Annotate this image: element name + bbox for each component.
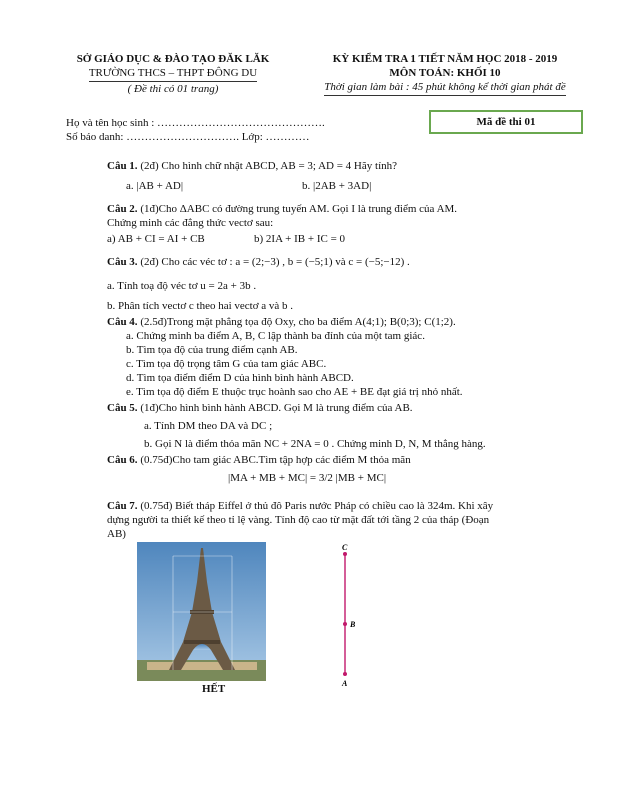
q4c-line: c. Tìm tọa độ trọng tâm G của tam giác ABC. xyxy=(126,358,327,370)
q1a-line: a. |AB + AD| xyxy=(126,180,184,192)
q6-line: Câu 6. (0.75đ)Cho tam giác ABC.Tìm tập hợp các điểm M thỏa mãn xyxy=(107,454,411,466)
q4a-line: a. Chứng minh ba điểm A, B, C lập thành ba đỉnh của một tam giác. xyxy=(126,330,425,342)
exam-code-box: Mã đề thi 01 xyxy=(429,110,583,134)
q2b-line: b) 2IA + IB + IC = 0 xyxy=(254,233,346,245)
q6-formula: |MA + MB + MC| = 3/2 |MB + MC| xyxy=(228,472,387,484)
q1b-line: b. |2AB + 3AD| xyxy=(302,180,372,192)
page-count-note: ( Đề thi có 01 trang) xyxy=(127,83,219,95)
eiffel-tower-photo xyxy=(137,542,266,681)
student-name-line: Họ và tên học sinh : ………………………………………. xyxy=(66,117,325,129)
q7-line3: AB) xyxy=(107,528,126,540)
exam-title: KỲ KIỂM TRA 1 TIẾT NĂM HỌC 2018 - 2019 xyxy=(332,53,558,65)
q3a-line: a. Tính toạ độ véc tơ u = 2a + 3b . xyxy=(107,280,257,292)
school-name: TRƯỜNG THCS – THPT ĐÔNG DU xyxy=(48,66,298,82)
q2-intro: Chứng minh các đẳng thức vectơ sau: xyxy=(107,217,274,229)
q4d-line: d. Tìm tọa điểm điểm D của hình bình hành ABCD. xyxy=(126,372,354,384)
q3b-line: b. Phân tích vectơ c theo hai vectơ a và b . xyxy=(107,300,294,312)
label-a: A xyxy=(342,679,348,688)
header-right xyxy=(300,52,590,96)
student-id-line: Số báo danh: …………………………. Lớp: ………… xyxy=(66,131,310,143)
golden-ratio-diagram xyxy=(330,540,370,690)
end-marker: HẾT xyxy=(202,683,226,695)
header-left xyxy=(48,52,298,96)
q5a-line: a. Tính DM theo DA và DC ; xyxy=(144,420,273,432)
q4-line: Câu 4. (2.5đ)Trong mặt phẳng tọa độ Oxy, cho ba điểm A(4;1); B(0;3); C(1;2). xyxy=(107,316,456,328)
label-c: C xyxy=(342,543,348,552)
q7-line2: dựng người ta thiết kế theo tỉ lệ vàng. Tính độ cao từ mặt đất tới tầng 2 của tháp (Đoạn xyxy=(107,514,490,526)
department-name: SỞ GIÁO DỤC & ĐÀO TẠO ĐĂK LĂK xyxy=(76,53,270,65)
q5b-line: b. Gọi N là điểm thỏa mãn NC + 2NA = 0 . Chứng minh D, N, M thẳng hàng. xyxy=(144,438,486,450)
q4e-line: e. Tìm tọa độ điểm E thuộc trục hoành sao cho AE + BE đạt giá trị nhỏ nhất. xyxy=(126,386,463,398)
q5-line: Câu 5. (1đ)Cho hình bình hành ABCD. Gọi M là trung điểm của AB. xyxy=(107,402,413,414)
time-note: Thời gian làm bài : 45 phút không kể thời gian phát đề xyxy=(300,80,590,96)
q2a-line: a) AB + CI = AI + CB xyxy=(107,233,205,245)
q3-line: Câu 3. (2đ) Cho các véc tơ : a = (2;−3) , b = (−5;1) và c = (−5;−12) . xyxy=(107,256,410,268)
q4b-line: b. Tìm tọa độ của trung điểm cạnh AB. xyxy=(126,344,298,356)
q2-line: Câu 2. (1đ)Cho ΔABC có đường trung tuyến AM. Gọi I là trung điểm của AM. xyxy=(107,203,458,215)
q1-line: Câu 1. (2đ) Cho hình chữ nhật ABCD, AB = 3; AD = 4 Hãy tính? xyxy=(107,160,398,172)
q7-line: Câu 7. (0.75đ) Biết tháp Eiffel ở thủ đô Paris nước Pháp có chiều cao là 324m. Khi xây xyxy=(107,500,494,512)
label-b: B xyxy=(350,620,356,629)
subject-title: MÔN TOÁN: KHỐI 10 xyxy=(389,67,501,79)
